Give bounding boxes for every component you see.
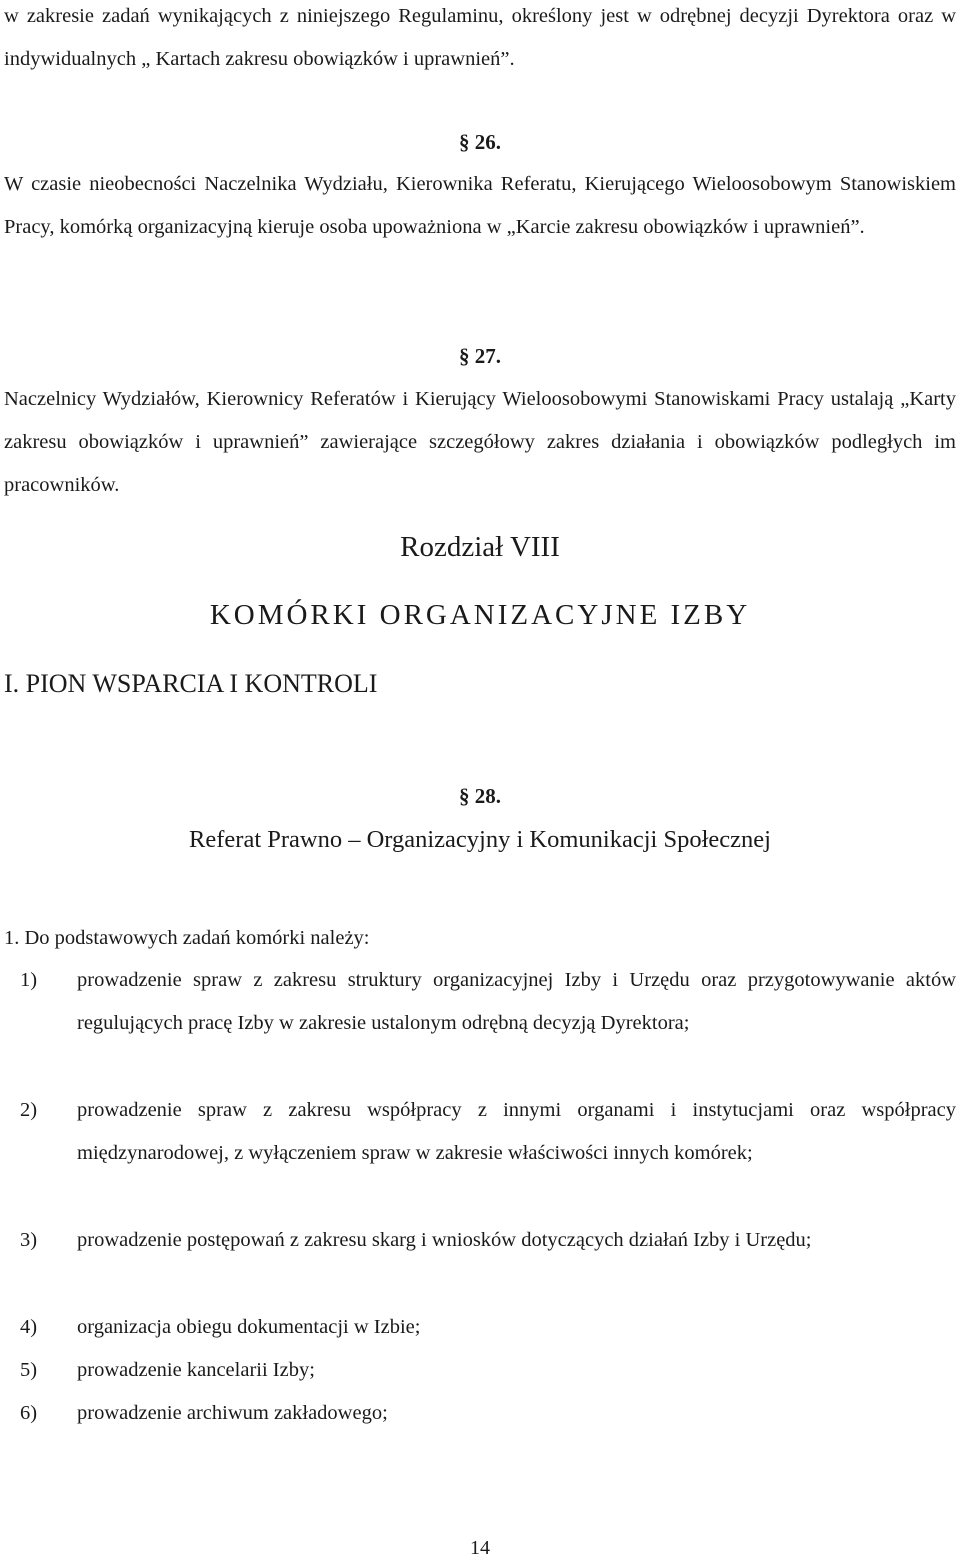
unit-title: Referat Prawno – Organizacyjny i Komunikacji Społecznej (189, 826, 771, 853)
section-sign-28: § 28. (459, 784, 501, 808)
list-item-number: 6) (20, 1402, 38, 1424)
list-item (20, 1306, 956, 1349)
section-sign-27: § 27. (459, 344, 501, 368)
list-item-text: prowadzenie spraw z zakresu struktury organizacyjnej Izby i Urzędu oraz przygotowywanie aktów regulujących pracę Izby w zakresie ustalonym odrębną decyzją Dyrektora; (77, 969, 956, 1034)
list-item (20, 1349, 956, 1392)
opening-paragraph: w zakresie zadań wynikających z niniejszego Regulaminu, określony jest w odrębnej decyzji Dyrektora oraz w indywidualnych „ Kartach zakresu obowiązków i uprawnień”. (4, 5, 956, 70)
chapter-heading: Rozdział VIII (400, 531, 560, 563)
list-item-text: prowadzenie kancelarii Izby; (77, 1359, 315, 1381)
list-item-text: prowadzenie postępowań z zakresu skarg i wniosków dotyczących działań Izby i Urzędu; (77, 1229, 812, 1251)
list-item-number: 4) (20, 1316, 38, 1338)
list-item-number: 1) (20, 969, 38, 991)
list-item-number: 5) (20, 1359, 38, 1381)
page-number: 14 (470, 1537, 490, 1559)
section-sign-26: § 26. (459, 130, 501, 154)
list-item (20, 1219, 956, 1262)
list-item-text: prowadzenie archiwum zakładowego; (77, 1402, 388, 1424)
list-item-text: prowadzenie spraw z zakresu współpracy z innymi organami i instytucjami oraz współpracy międzynarodowej, z wyłączeniem spraw w zakresie właściwości innych komórek; (77, 1099, 956, 1164)
list-item (20, 1392, 956, 1435)
list-item-number: 2) (20, 1099, 38, 1121)
list-item-text: organizacja obiegu dokumentacji w Izbie; (77, 1316, 421, 1338)
list-item (20, 959, 956, 1045)
list-item-number: 3) (20, 1229, 38, 1251)
list-item (20, 1089, 956, 1175)
pion-heading: I. PION WSPARCIA I KONTROLI (4, 669, 378, 698)
chapter-title: KOMÓRKI ORGANIZACYJNE IZBY (209, 599, 751, 631)
tasks-intro: 1. Do podstawowych zadań komórki należy: (4, 927, 370, 949)
section-26-text: W czasie nieobecności Naczelnika Wydziału, Kierownika Referatu, Kierującego Wieloosobowym Stanowiskiem Pracy, komórką organizacyjną kieruje osoba upoważniona w „Karcie zakresu obowiązków i uprawnień”. (4, 173, 956, 238)
section-27-text: Naczelnicy Wydziałów, Kierownicy Referatów i Kierujący Wieloosobowymi Stanowiskami Pracy ustalają „Karty zakresu obowiązków i uprawnień” zawierające szczegółowy zakres działania i obowiązków podległych im pracowników. (4, 388, 956, 496)
